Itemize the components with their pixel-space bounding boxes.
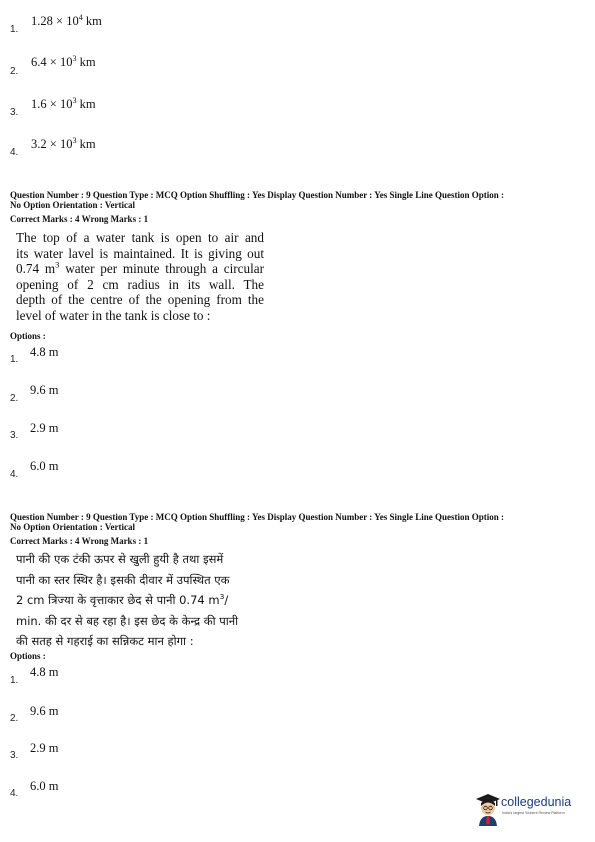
- option-value: 2.9 m: [30, 421, 59, 435]
- question-marks: Correct Marks : 4 Wrong Marks : 1: [10, 536, 149, 546]
- option-value: 4.8 m: [30, 345, 59, 359]
- question-meta: Question Number : 9 Question Type : MCQ Option Shuffling : Yes Display Question Number : Yes Single Line Question Option : No Option Orientation : Vertical: [10, 512, 504, 532]
- option-number: 1.: [10, 24, 19, 35]
- option-value: $3.2 \times 10^3$ km: [31, 135, 96, 151]
- option-number: 3.: [10, 430, 19, 441]
- option-number: 2.: [10, 713, 19, 724]
- option-value: $1.6 \times 10^3$ km: [31, 95, 96, 111]
- options-label: Options :: [10, 331, 46, 341]
- option-number: 4.: [10, 147, 19, 158]
- option-value: 4.8 m: [30, 665, 59, 679]
- option-value: 6.0 m: [30, 459, 59, 473]
- mascot-icon: [474, 790, 502, 826]
- option-value: $6.4 \times 10^3$ km: [31, 53, 96, 69]
- option-number: 2.: [10, 393, 19, 404]
- option-number: 3.: [10, 750, 19, 761]
- options-label: Options :: [10, 651, 46, 661]
- option-value: 6.0 m: [30, 779, 59, 793]
- option-value: $1.28 \times 10^4$ km: [31, 12, 102, 28]
- option-number: 1.: [10, 354, 19, 365]
- question-text-hindi: पानी की एक टंकी ऊपर से खुली हुयी है तथा इसमें पानी का स्तर स्थिर है। इसकी दीवार में उपस्थित एक 2 cm त्रिज्या के वृत्ताकार छेद से पानी 0.74 $m^3/$ min. की दर से बह रहा है। इस छेद के केन्द्र की पानी की सतह से गहराई का सन्निकट मान होगा :: [16, 552, 239, 648]
- option-value: 2.9 m: [30, 741, 59, 755]
- question-text: The top of a water tank is open to air and its water lavel is maintained. It is giving out 0.74 $m^3$ water per minute through a circular opening of 2 cm radius in its wall. The depth of the centre of the opening from the level of water in the tank is close to :: [16, 230, 264, 323]
- collegedunia-logo: [474, 790, 590, 828]
- logo-tagline: India's largest Student Review Platform: [502, 811, 565, 815]
- option-value: 9.6 m: [30, 704, 59, 718]
- option-value: 9.6 m: [30, 383, 59, 397]
- option-number: 2.: [10, 66, 19, 77]
- option-number: 4.: [10, 469, 19, 480]
- option-number: 4.: [10, 788, 19, 799]
- logo-wordmark: collegedunia: [501, 795, 572, 809]
- question-meta: Question Number : 9 Question Type : MCQ Option Shuffling : Yes Display Question Number : Yes Single Line Question Option : No Option Orientation : Vertical: [10, 190, 504, 210]
- option-number: 1.: [10, 675, 19, 686]
- question-marks: Correct Marks : 4 Wrong Marks : 1: [10, 214, 149, 224]
- option-number: 3.: [10, 107, 19, 118]
